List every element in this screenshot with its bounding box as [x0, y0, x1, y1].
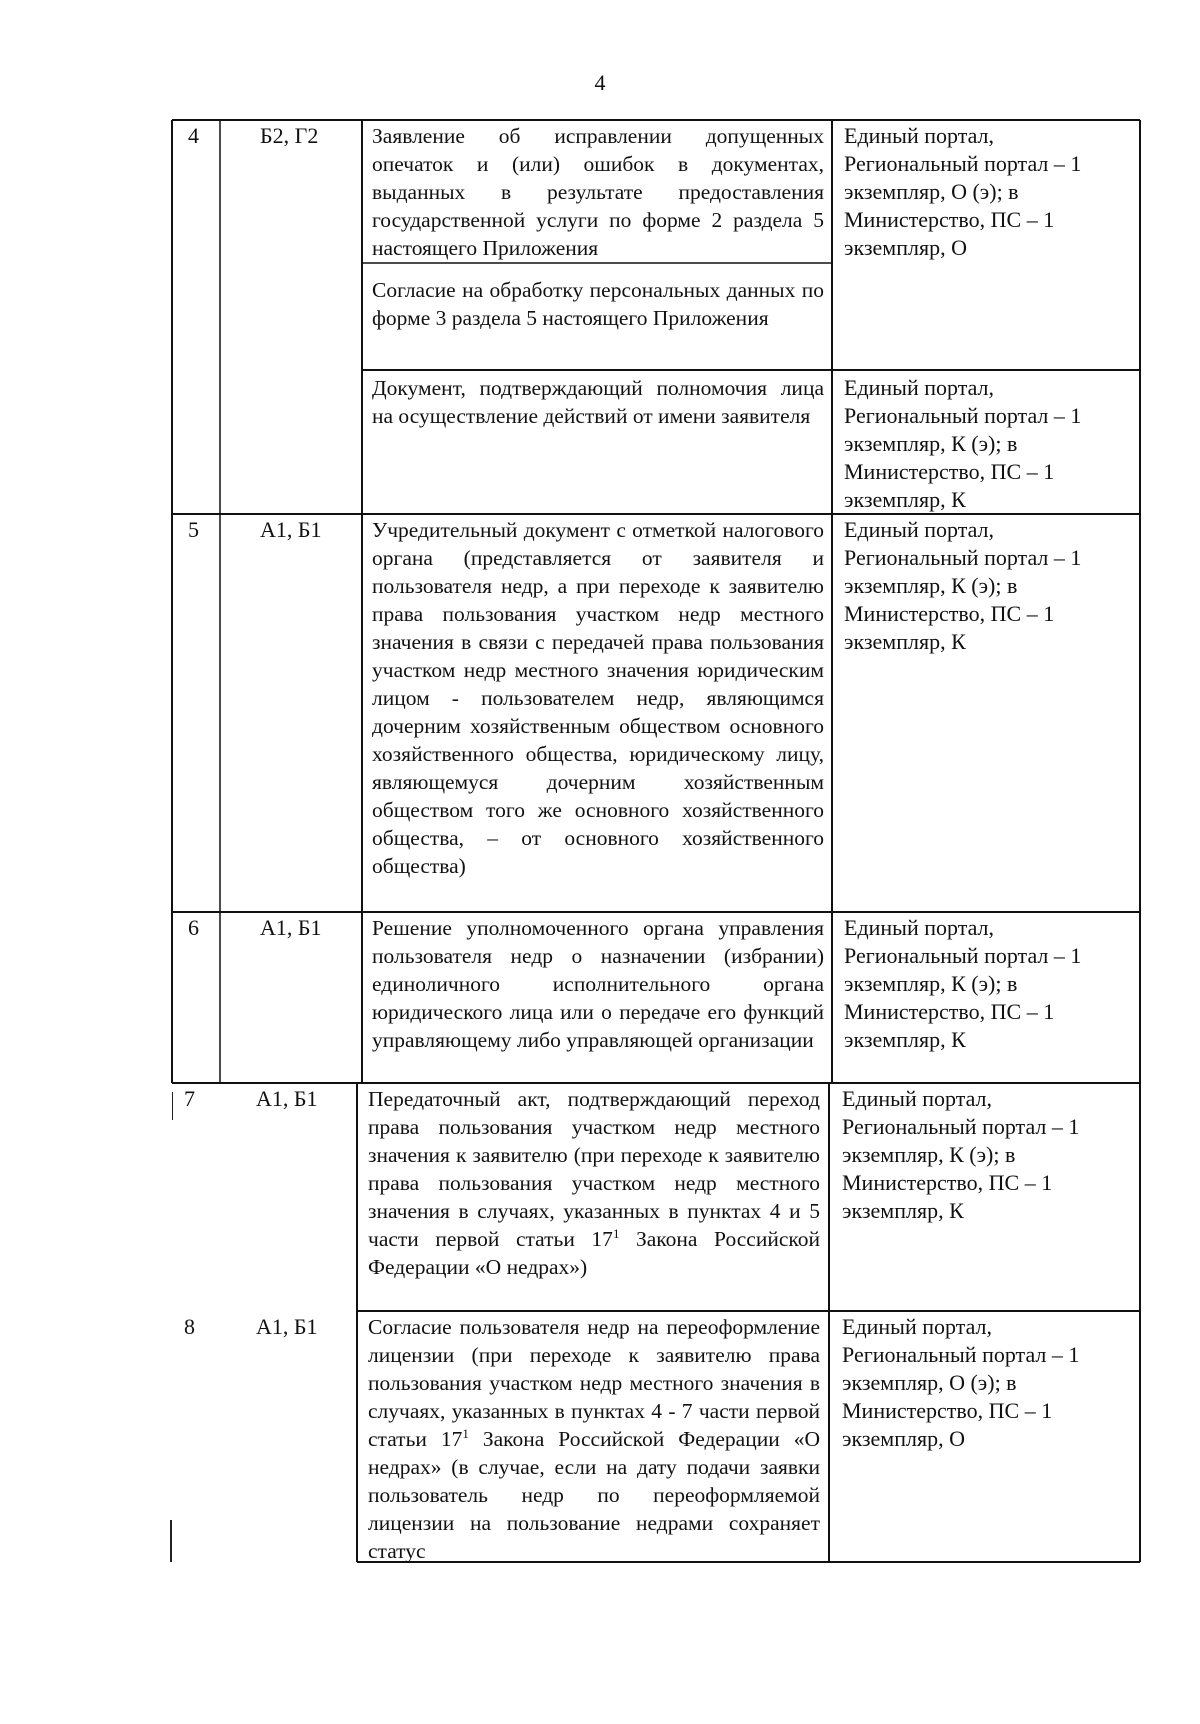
document-description: Решение уполномоченного органа управления пользователя недр о назначении (избрании) единоличного исполнительного органа юридического лица или о передаче его функций управляющему либо управляющей организации	[372, 916, 824, 1052]
scan-mark	[172, 1092, 173, 1120]
document-description: Передаточный акт, подтверждающий переход права пользования участком недр местного значения к заявителю (при переходе к заявителю права пользования участком недр местного значения в случаях, указанных в пунктах 4 и 5 части первой статьи $17^1$ Закона Российской Федерации «О недрах»)	[368, 1087, 820, 1279]
submission-method: Единый портал, Региональный портал – 1 экземпляр, К (э); в Министерство, ПС – 1 экземпляр, К	[844, 915, 1082, 1052]
scan-mark	[170, 1520, 172, 1562]
row-code: А1, Б1	[256, 1314, 318, 1339]
submission-method: Единый портал, Региональный портал – 1 экземпляр, К (э); в Министерство, ПС – 1 экземпляр, К	[844, 375, 1082, 512]
row-number: 7	[184, 1086, 195, 1111]
page-number: 4	[594, 70, 606, 95]
row-code: А1, Б1	[260, 517, 322, 542]
row-number: 5	[188, 517, 199, 542]
row-code: А1, Б1	[260, 915, 322, 940]
document-description: Согласие на обработку персональных данных по форме 3 раздела 5 настоящего Приложения	[372, 278, 824, 330]
row-code: А1, Б1	[256, 1086, 318, 1111]
row-code: Б2, Г2	[260, 123, 319, 148]
document-description: Документ, подтверждающий полномочия лица на осуществление действий от имени заявителя	[372, 376, 824, 428]
submission-method: Единый портал, Региональный портал – 1 экземпляр, К (э); в Министерство, ПС – 1 экземпляр, К	[844, 517, 1082, 654]
submission-method: Единый портал, Региональный портал – 1 экземпляр, О (э); в Министерство, ПС – 1 экземпляр, О	[842, 1314, 1080, 1451]
submission-method: Единый портал, Региональный портал – 1 экземпляр, О (э); в Министерство, ПС – 1 экземпляр, О	[844, 123, 1082, 260]
document-description: Заявление об исправлении допущенных опечаток и (или) ошибок в документах, выданных в результате предоставления государственной услуги по форме 2 раздела 5 настоящего Приложения	[372, 124, 824, 260]
row-number: 4	[188, 123, 199, 148]
row-number: 6	[188, 915, 199, 940]
row-number: 8	[184, 1314, 195, 1339]
document-description: Учредительный документ с отметкой налогового органа (представляется от заявителя и пользователя недр, а при переходе к заявителю права пользования участком недр местного значения в связи с передачей права пользования участком недр местного значения юридическим лицом - пользователем недр, являющимся дочерним хозяйственным обществом основного хозяйственного общества, юридическому лицу, являющемуся дочерним хозяйственным обществом того же основного хозяйственного общества, – от основного хозяйственного общества)	[372, 518, 824, 878]
document-description: Согласие пользователя недр на переоформление лицензии (при переходе к заявителю права пользования участком недр местного значения в случаях, указанных в пунктах 4 - 7 части первой статьи $17^1$ Закона Российской Федерации «О недрах» (в случае, если на дату подачи заявки пользователь недр по переоформляемой лицензии на пользование недрами сохраняет статус	[368, 1315, 820, 1563]
submission-method: Единый портал, Региональный портал – 1 экземпляр, К (э); в Министерство, ПС – 1 экземпляр, К	[842, 1086, 1080, 1223]
